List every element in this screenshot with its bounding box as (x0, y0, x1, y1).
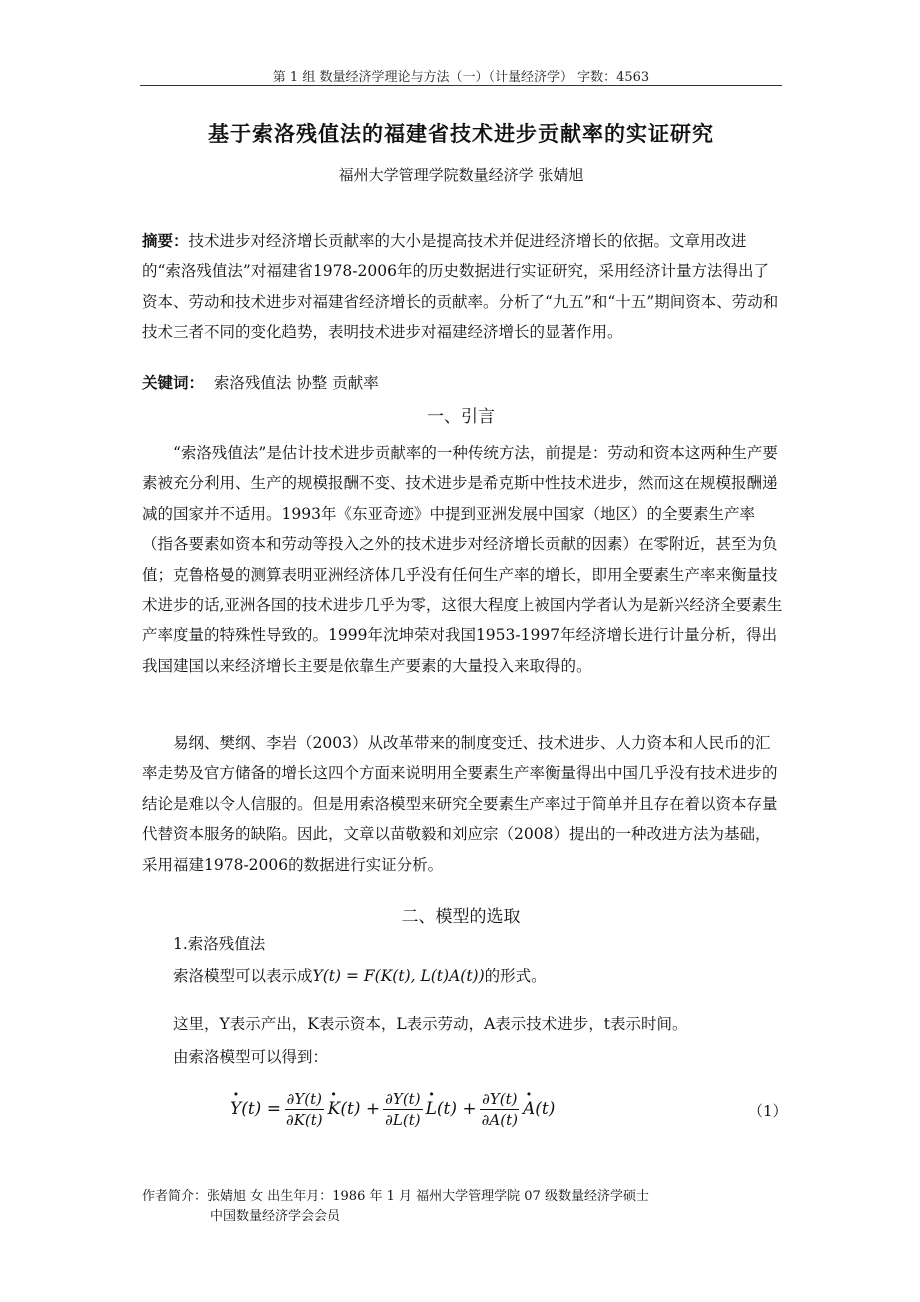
equation-term-1: · K(t) + (328, 1099, 380, 1119)
equation-lhs: · Y(t) = (230, 1099, 281, 1119)
keywords-label: 关键词： (142, 373, 205, 392)
fraction-3-numerator: ∂Y(t) (482, 1089, 518, 1108)
paper-title: 基于索洛残值法的福建省技术进步贡献率的实证研究 (208, 121, 714, 146)
equation-1 (230, 1084, 555, 1134)
variables-line: 这里，Y表示产出，K表示资本，L表示劳动，A表示技术进步，t表示时间。 (173, 1015, 688, 1033)
abstract (142, 226, 784, 348)
fraction-2-denominator: ∂L(t) (385, 1110, 421, 1129)
intro-paragraph-1: “索洛残值法”是估计技术进步贡献率的一种传统方法，前提是：劳动和资本这两种生产要素被充分利用、生产的规模报酬不变、技术进步是希克斯中性技术进步，然而这在规模报酬递减的国家并不适用。1993年《东亚奇迹》中提到亚洲发展中国家（地区）的全要素生产率（指各要素如资本和劳动等投入之外的技术进步对经济增长贡献的因素）在零附近，甚至为负值；克鲁格曼的测算表明亚洲经济体几乎没有任何生产率的增长，即用全要素生产率来衡量技术进步的话,亚洲各国的技术进步几乎为零，这很大程度上被国内学者认为是新兴经济全要素生产率度量的特殊性导致的。1999年沈坤荣对我国1953-1997年经济增长进行计量分析，得出我国建国以来经济增长主要是依靠生产要素的大量投入来取得的。 (142, 444, 783, 675)
model-line-prefix: 索洛模型可以表示成 (173, 967, 313, 985)
footnote-line-1: 作者简介：张婧旭 女 出生年月：1986 年 1 月 福州大学管理学院 07 级数量经济学硕士 (142, 1189, 649, 1204)
equation-number: （1） (748, 1102, 788, 1120)
fraction-1-denominator: ∂K(t) (285, 1110, 323, 1129)
fraction-2 (383, 1090, 422, 1129)
author-footnote (142, 1187, 649, 1227)
abstract-text: 技术进步对经济增长贡献率的大小是提高技术并促进经济增长的依据。文章用改进的“索洛残值法”对福建省1978-2006年的历史数据进行实证研究，采用经济计量方法得出了资本、劳动和技术进步对福建省经济增长的贡献率。分析了“九五”和“十五”期间资本、劳动和技术三者不同的变化趋势，表明技术进步对福建经济增长的显著作用。 (142, 232, 779, 342)
footnote-line-2: 中国数量经济学会会员 (210, 1209, 341, 1224)
equation-term-2: · L(t) + (426, 1099, 477, 1119)
fraction-1 (284, 1090, 325, 1129)
abstract-label: 摘要： (142, 231, 189, 250)
fraction-1-numerator: ∂Y(t) (286, 1089, 323, 1108)
model-line-suffix: 的形式。 (484, 967, 547, 985)
author-affiliation: 福州大学管理学院数量经济学 张婧旭 (338, 166, 584, 184)
keywords (142, 368, 784, 398)
fraction-2-numerator: ∂Y(t) (385, 1089, 421, 1108)
fraction-3 (480, 1090, 520, 1129)
fraction-3-denominator: ∂A(t) (481, 1110, 518, 1129)
model-formula: Y(t) = F(K(t), L(t)A(t)) (312, 967, 485, 985)
section-heading-intro: 一、引言 (427, 407, 495, 427)
section-heading-model: 二、模型的选取 (401, 907, 521, 927)
derive-line: 由索洛模型可以得到： (173, 1048, 329, 1066)
subsection-heading: 1.索洛残值法 (173, 935, 266, 953)
intro-paragraph-2: 易纲、樊纲、李岩（2003）从改革带来的制度变迁、技术进步、人力资本和人民币的汇率走势及官方储备的增长这四个方面来说明用全要素生产率衡量得出中国几乎没有技术进步的结论是难以令人信服的。但是用索洛模型来研究全要素生产率过于简单并且存在着以资本存量代替资本服务的缺陷。因此，文章以苗敬毅和刘应宗（2008）提出的一种改进方法为基础，采用福建1978-2006的数据进行实证分析。 (142, 734, 778, 874)
keywords-text: 索洛残值法 协整 贡献率 (204, 374, 379, 392)
header-rule (140, 85, 782, 86)
equation-term-3: · A(t) (523, 1099, 555, 1119)
model-line (173, 964, 547, 986)
running-header: 第 1 组 数量经济学理论与方法（一）（计量经济学） 字数：4563 (272, 70, 650, 85)
